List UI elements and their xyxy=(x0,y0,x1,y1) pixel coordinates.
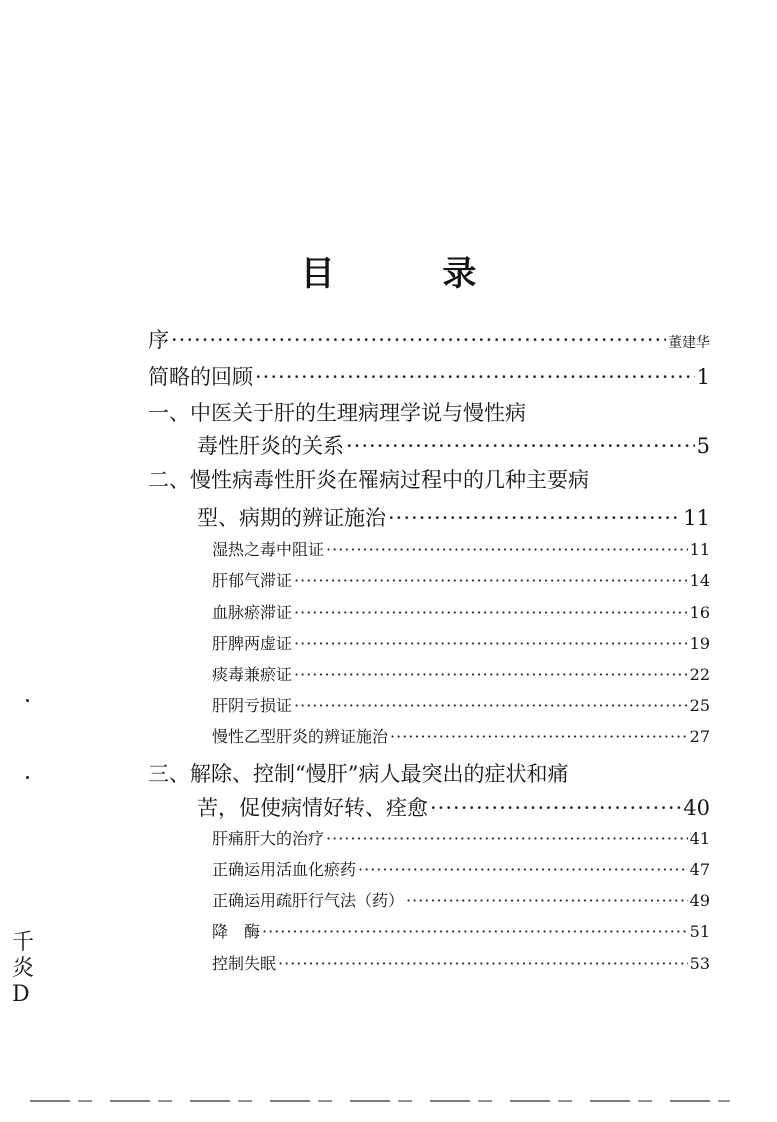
leader-dots xyxy=(430,796,681,820)
toc-subentry[interactable] xyxy=(212,888,710,911)
toc-subentry[interactable] xyxy=(212,857,710,880)
toc-entry-review[interactable] xyxy=(148,361,710,391)
toc-entry-label: 肝阴亏损证 xyxy=(212,696,293,715)
toc-entry-chapter-3[interactable] xyxy=(197,792,710,822)
toc-entry-chapter-1[interactable] xyxy=(197,430,710,460)
toc-entry-label: 正确运用疏肝行气法（药） xyxy=(212,891,405,910)
toc-entry-label: 控制失眠 xyxy=(212,954,277,973)
toc-entry-page: 53 xyxy=(689,954,710,973)
leader-dots xyxy=(278,954,688,973)
leader-dots xyxy=(294,571,688,590)
toc-subentry[interactable] xyxy=(212,693,710,716)
leader-dots xyxy=(294,696,688,715)
toc-entry-page: 1 xyxy=(696,365,710,389)
toc-subentry[interactable] xyxy=(212,631,710,654)
leader-dots xyxy=(346,434,695,458)
toc-entry-page: 41 xyxy=(689,829,710,848)
toc-subentry[interactable] xyxy=(212,919,710,942)
toc-entry-label: 血脉瘀滞证 xyxy=(212,603,293,622)
margin-handwriting: 千 炎 D xyxy=(12,930,35,1007)
toc-entry-page: 40 xyxy=(683,796,710,820)
toc-entry-page: 49 xyxy=(689,891,710,910)
toc-entry-label: 正确运用活血化瘀药 xyxy=(212,860,357,879)
toc-entry-page: 11 xyxy=(689,540,710,559)
toc-entry-label: 毒性肝炎的关系 xyxy=(197,434,344,458)
toc-entry-label: 序 xyxy=(148,328,169,352)
toc-entry-page: 16 xyxy=(689,603,710,622)
toc-subentry[interactable] xyxy=(212,826,710,849)
scan-edge-line xyxy=(30,1100,730,1102)
toc-entry-label: 肝郁气滞证 xyxy=(212,571,293,590)
toc-subentry[interactable] xyxy=(212,537,710,560)
toc-entry-author: 董建华 xyxy=(668,335,710,351)
leader-dots xyxy=(171,328,666,352)
toc-chapter-2-line1[interactable]: 二、慢性病毒性肝炎在罹病过程中的几种主要病 xyxy=(148,468,589,492)
toc-entry-label: 痰毒兼瘀证 xyxy=(212,665,293,684)
toc-subentry[interactable] xyxy=(212,568,710,591)
leader-dots xyxy=(294,603,688,622)
scan-speck xyxy=(26,699,29,702)
toc-chapter-3-line1[interactable]: 三、解除、控制“慢肝”病人最突出的症状和痛 xyxy=(148,762,569,786)
toc-entry-label: 型、病期的辨证施治 xyxy=(197,506,386,530)
toc-subentry[interactable] xyxy=(212,600,710,623)
toc-entry-label: 湿热之毒中阻证 xyxy=(212,540,325,559)
toc-entry-page: 27 xyxy=(689,727,710,746)
toc-subentry[interactable] xyxy=(212,951,710,974)
toc-entry-page: 51 xyxy=(689,922,710,941)
toc-entry-label: 苦，促使病情好转、痊愈 xyxy=(197,796,428,820)
toc-entry-chapter-2[interactable] xyxy=(197,502,710,532)
toc-entry-label: 肝痛肝大的治疗 xyxy=(212,829,325,848)
toc-entry-page: 14 xyxy=(689,571,710,590)
toc-entry-page: 47 xyxy=(689,860,710,879)
leader-dots xyxy=(326,829,688,848)
leader-dots xyxy=(255,365,695,389)
toc-entry-preface[interactable] xyxy=(148,324,710,354)
toc-entry-page: 5 xyxy=(696,434,710,458)
scan-speck xyxy=(26,776,29,779)
leader-dots xyxy=(294,665,688,684)
leader-dots xyxy=(262,922,688,941)
toc-entry-label: 肝脾两虚证 xyxy=(212,634,293,653)
page-title: 目 录 xyxy=(300,254,525,294)
leader-dots xyxy=(294,634,688,653)
toc-entry-page: 11 xyxy=(683,506,710,530)
toc-chapter-1-line1[interactable]: 一、中医关于肝的生理病理学说与慢性病 xyxy=(148,401,526,425)
toc-entry-page: 22 xyxy=(689,665,710,684)
toc-entry-page: 25 xyxy=(689,696,710,715)
leader-dots xyxy=(406,891,688,910)
toc-subentry[interactable] xyxy=(212,662,710,685)
toc-entry-label: 降 酶 xyxy=(212,922,261,941)
toc-entry-label: 慢性乙型肝炎的辨证施治 xyxy=(212,727,389,746)
leader-dots xyxy=(358,860,688,879)
leader-dots xyxy=(326,540,688,559)
toc-subentry[interactable] xyxy=(212,724,710,747)
leader-dots xyxy=(388,506,681,530)
toc-entry-page: 19 xyxy=(689,634,710,653)
leader-dots xyxy=(390,727,688,746)
toc-entry-label: 简略的回顾 xyxy=(148,365,253,389)
